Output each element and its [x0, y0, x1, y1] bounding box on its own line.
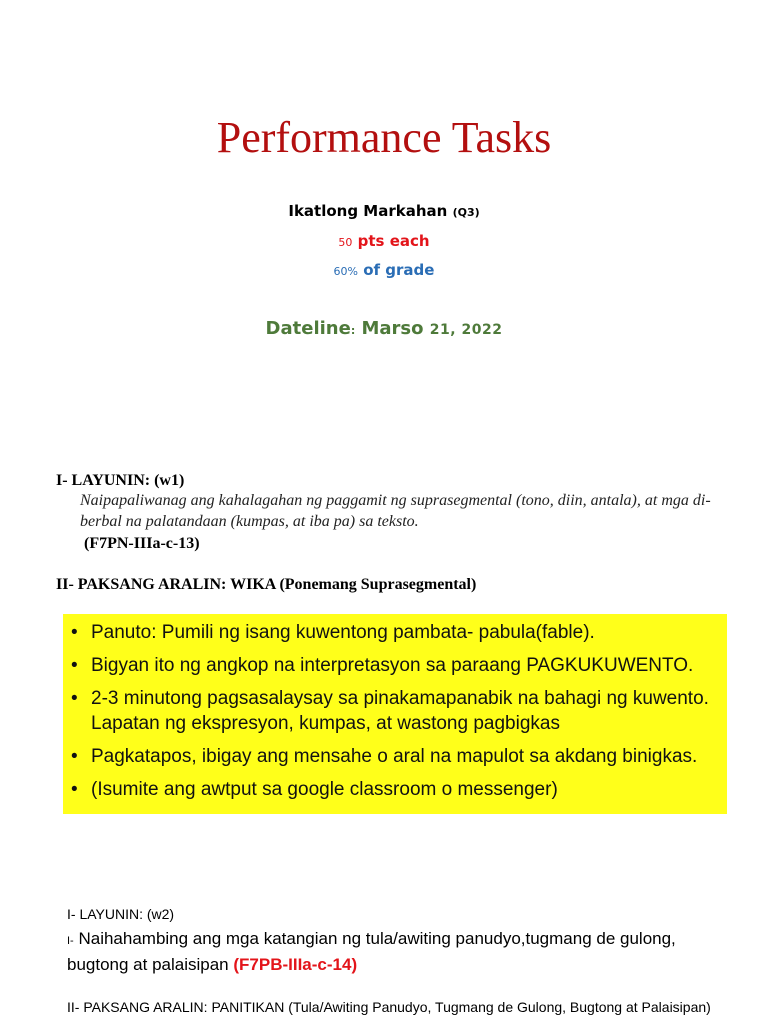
grade-number: 60% [333, 265, 358, 278]
list-item: • (Isumite ang awtput sa google classroom o messenger) [71, 777, 727, 802]
dateline-colon: : [350, 324, 356, 337]
objective-heading-w2: I- LAYUNIN: (w2) [67, 906, 175, 922]
dateline-month: Marso [361, 318, 424, 339]
grade-text: of grade [363, 261, 435, 279]
instructions-box [63, 614, 727, 814]
list-item: • Bigyan ito ng angkop na interpretasyon sa paraang PAGKUKUWENTO. [71, 653, 727, 678]
quarter-text: Ikatlong Markahan [288, 202, 448, 220]
objective-text-w1: Naipapaliwanag ang kahalagahan ng paggamit ng suprasegmental (tono, diin, antala), at mga di- berbal na palatandaan (kumpas, at iba pa) sa teksto. [80, 492, 711, 530]
objective-text-w2 [67, 927, 707, 976]
dateline-date: 21, 2022 [429, 322, 503, 338]
competency-code-w2: (F7PB-IIIa-c-14) [233, 955, 358, 974]
points-number: 50 [338, 236, 353, 249]
roman-numeral: I- [67, 935, 74, 947]
quarter-label [0, 202, 768, 220]
list-item: • Panuto: Pumili ng isang kuwentong pambata- pabula(fable). [71, 620, 727, 645]
topic-heading-wika: II- PAKSANG ARALIN: WIKA (Ponemang Suprasegmental) [56, 576, 477, 593]
competency-code-w1: (F7PN-IIIa-c-13) [84, 535, 200, 552]
objective-heading-w1: I- LAYUNIN: (w1) [56, 472, 185, 489]
points-label [0, 232, 768, 250]
instructions-list [63, 614, 727, 802]
list-item: • Pagkatapos, ibigay ang mensahe o aral na mapulot sa akdang binigkas. [71, 744, 727, 769]
page-title: Performance Tasks [216, 113, 552, 162]
points-text: pts each [357, 232, 430, 250]
dateline-label: Dateline [265, 318, 351, 339]
quarter-code: (Q3) [452, 206, 480, 219]
topic-heading-panitikan: II- PAKSANG ARALIN: PANITIKAN (Tula/Awiting Panudyo, Tugmang de Gulong, Bugtong at Palaisipan) [67, 999, 711, 1015]
dateline [0, 318, 768, 339]
list-item: • 2-3 minutong pagsasalaysay sa pinakamapanabik na bahagi ng kuwento. Lapatan ng ekspresyon, kumpas, at wastong pagbigkas [71, 686, 727, 736]
objective-body-w2: Naihahambing ang mga katangian ng tula/awiting panudyo,tugmang de gulong, bugtong at palaisipan [67, 929, 676, 974]
grade-label [0, 261, 768, 279]
